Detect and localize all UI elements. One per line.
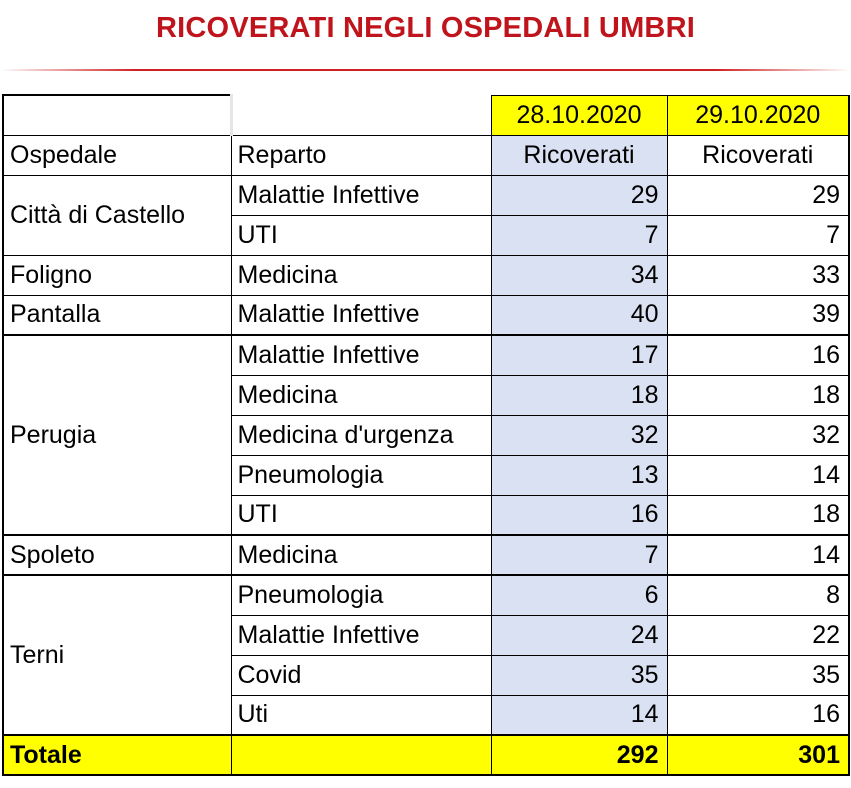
- hospital-name: Spoleto: [3, 535, 231, 575]
- title-divider: [0, 69, 851, 71]
- hospital-name: Foligno: [3, 255, 231, 295]
- count-2020-10-29: 14: [667, 455, 849, 495]
- reparto-cell: Uti: [231, 695, 491, 735]
- total-2020-10-28: 292: [491, 735, 667, 775]
- count-2020-10-29: 32: [667, 415, 849, 455]
- count-2020-10-28: 16: [491, 495, 667, 535]
- count-2020-10-29: 18: [667, 375, 849, 415]
- date-header-2: 29.10.2020: [667, 95, 849, 135]
- table-row: [3, 255, 849, 295]
- count-2020-10-29: 39: [667, 295, 849, 335]
- table-row: [3, 575, 849, 615]
- reparto-cell: Malattie Infettive: [231, 175, 491, 215]
- hospital-name: Perugia: [3, 335, 231, 535]
- total-2020-10-29: 301: [667, 735, 849, 775]
- count-2020-10-29: 16: [667, 695, 849, 735]
- count-2020-10-29: 35: [667, 655, 849, 695]
- count-2020-10-28: 7: [491, 535, 667, 575]
- reparto-cell: Covid: [231, 655, 491, 695]
- count-2020-10-28: 24: [491, 615, 667, 655]
- hospital-name: Città di Castello: [3, 175, 231, 255]
- count-2020-10-29: 16: [667, 335, 849, 375]
- count-2020-10-28: 32: [491, 415, 667, 455]
- count-2020-10-28: 14: [491, 695, 667, 735]
- table-row: [3, 335, 849, 375]
- reparto-cell: Medicina: [231, 255, 491, 295]
- count-2020-10-29: 14: [667, 535, 849, 575]
- table-row: [3, 295, 849, 335]
- count-2020-10-28: 18: [491, 375, 667, 415]
- table-row: [3, 535, 849, 575]
- admissions-table: [2, 94, 850, 776]
- totals-empty-cell: [231, 735, 491, 775]
- count-2020-10-28: 7: [491, 215, 667, 255]
- count-2020-10-29: 29: [667, 175, 849, 215]
- col-header-ospedale: Ospedale: [3, 135, 231, 175]
- reparto-cell: Pneumologia: [231, 575, 491, 615]
- date-header-1: 28.10.2020: [491, 95, 667, 135]
- totals-label: Totale: [3, 735, 231, 775]
- empty-header-cell: [3, 95, 231, 135]
- table-row: [3, 175, 849, 215]
- count-2020-10-28: 29: [491, 175, 667, 215]
- reparto-cell: Medicina d'urgenza: [231, 415, 491, 455]
- page-title: RICOVERATI NEGLI OSPEDALI UMBRI: [156, 12, 695, 44]
- col-header-ricoverati-2: Ricoverati: [667, 135, 849, 175]
- hospital-name: Pantalla: [3, 295, 231, 335]
- count-2020-10-29: 18: [667, 495, 849, 535]
- count-2020-10-29: 22: [667, 615, 849, 655]
- reparto-cell: Malattie Infettive: [231, 615, 491, 655]
- col-header-ricoverati-1: Ricoverati: [491, 135, 667, 175]
- count-2020-10-28: 35: [491, 655, 667, 695]
- reparto-cell: Malattie Infettive: [231, 335, 491, 375]
- count-2020-10-28: 17: [491, 335, 667, 375]
- count-2020-10-28: 6: [491, 575, 667, 615]
- count-2020-10-29: 8: [667, 575, 849, 615]
- reparto-cell: Medicina: [231, 535, 491, 575]
- date-header-row: [3, 95, 849, 135]
- empty-header-cell: [231, 95, 491, 135]
- count-2020-10-28: 13: [491, 455, 667, 495]
- totals-row: [3, 735, 849, 775]
- count-2020-10-29: 33: [667, 255, 849, 295]
- reparto-cell: Malattie Infettive: [231, 295, 491, 335]
- reparto-cell: UTI: [231, 495, 491, 535]
- count-2020-10-28: 40: [491, 295, 667, 335]
- hospital-name: Terni: [3, 575, 231, 735]
- count-2020-10-28: 34: [491, 255, 667, 295]
- reparto-cell: Pneumologia: [231, 455, 491, 495]
- column-header-row: [3, 135, 849, 175]
- table-body: [3, 95, 849, 775]
- col-header-reparto: Reparto: [231, 135, 491, 175]
- reparto-cell: UTI: [231, 215, 491, 255]
- count-2020-10-29: 7: [667, 215, 849, 255]
- reparto-cell: Medicina: [231, 375, 491, 415]
